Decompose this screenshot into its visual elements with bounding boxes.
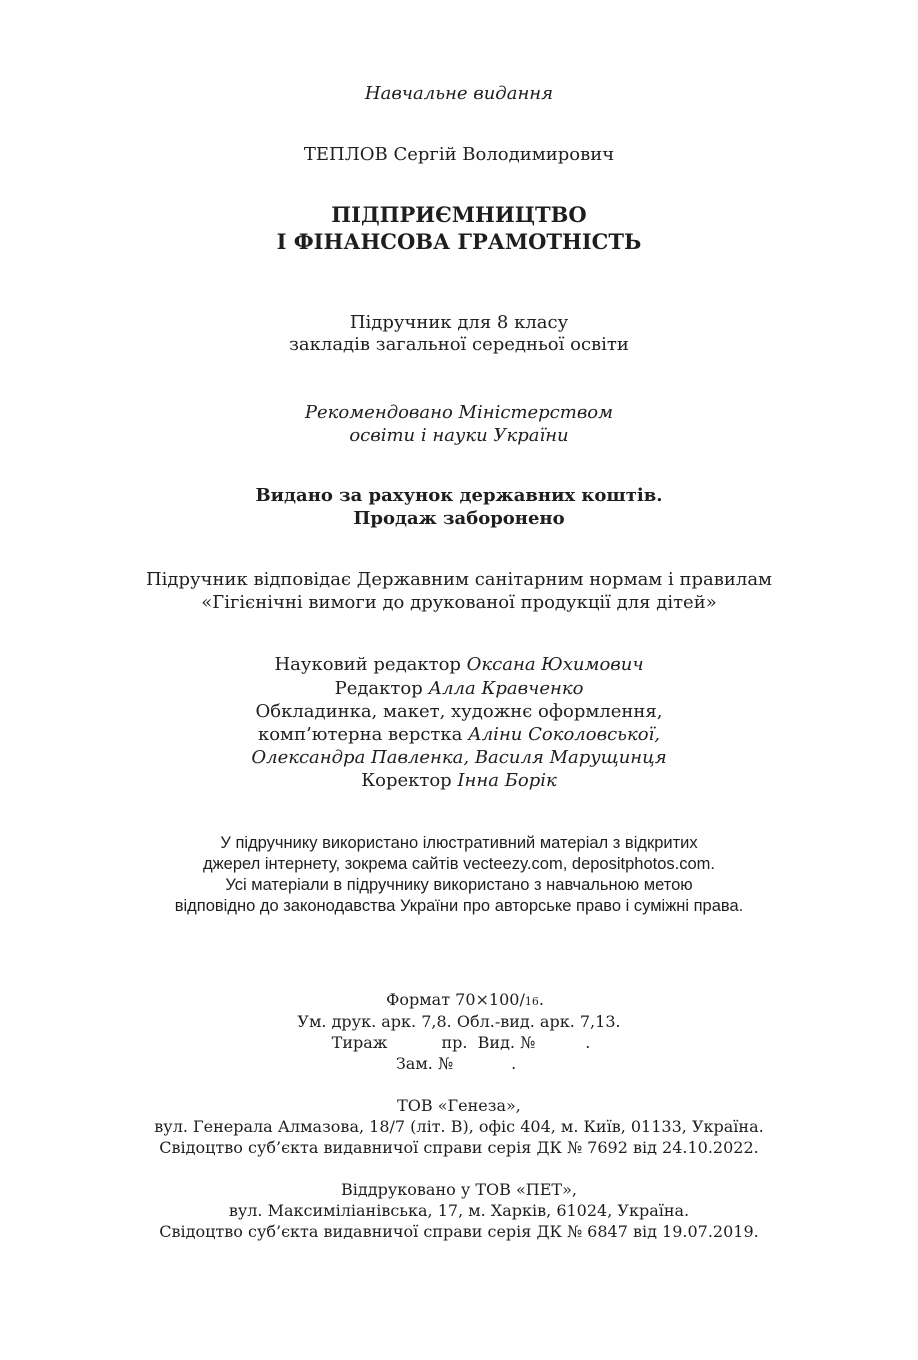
publisher-certificate: Свідоцтво суб’єкта видавничої справи серія ДК № 7692 від 24.10.2022. — [159, 1138, 759, 1157]
vid-label: Вид. № — [477, 1033, 536, 1052]
vid-end: . — [585, 1033, 591, 1052]
recommendation-line2: освіти і науки України — [349, 425, 569, 446]
printer-name: Віддруковано у ТОВ «ПЕТ», — [341, 1180, 577, 1199]
editor — [0, 677, 918, 701]
sheets-spec: Ум. друк. арк. 7,8. Обл.-вид. арк. 7,13. — [297, 1012, 621, 1031]
editor-name: Алла Кравченко — [428, 678, 584, 699]
order-end: . — [511, 1054, 517, 1073]
book-title-line1: ПІДПРИЄМНИЦТВО — [331, 202, 587, 227]
recommendation-line1: Рекомендовано Міністерством — [304, 402, 614, 423]
book-title-line2: І ФІНАНСОВА ГРАМОТНІСТЬ — [276, 229, 642, 254]
layout-label: комп’ютерна верстка — [257, 724, 469, 745]
image-notice-line4: відповідно до законодавства України про авторське право і суміжні права. — [174, 897, 744, 915]
layout-credit-names: Олександра Павленка, Василя Марущинця — [251, 747, 667, 768]
printer-certificate: Свідоцтво суб’єкта видавничої справи серія ДК № 6847 від 19.07.2019. — [159, 1222, 759, 1241]
edition-type: Навчальне видання — [364, 83, 554, 104]
image-notice-line2: джерел інтернету, зокрема сайтів vecteezy.com, depositphotos.com. — [203, 855, 715, 873]
funding-line2: Продаж заборонено — [353, 508, 565, 529]
editor-label: Редактор — [334, 678, 429, 699]
funding-line1: Видано за рахунок державних коштів. — [255, 485, 663, 506]
design-credit: Обкладинка, макет, художнє оформлення, — [255, 701, 663, 722]
layout-name: Аліни Соколовської, — [468, 724, 661, 745]
subtitle-line1: Підручник для 8 класу — [349, 312, 569, 333]
scientific-editor — [0, 653, 918, 677]
order-spec — [0, 1052, 915, 1076]
proof-label: Коректор — [361, 770, 458, 791]
proofreader — [0, 769, 918, 793]
proof-name: Інна Борік — [457, 770, 557, 791]
compliance-line2: «Гігієнічні вимоги до друкованої продукції для дітей» — [201, 592, 717, 613]
compliance-line1: Підручник відповідає Державним санітарним нормам і правилам — [145, 569, 773, 590]
format-text: Формат 70×100/ — [386, 990, 525, 1009]
format-end: . — [538, 990, 544, 1009]
order-label: Зам. № — [395, 1054, 454, 1073]
format-sub: 16 — [524, 995, 539, 1008]
run-label: Тираж — [331, 1033, 388, 1052]
publisher-address: вул. Генерала Алмазова, 18/7 (літ. В), офіс 404, м. Київ, 01133, Україна. — [154, 1117, 764, 1136]
image-notice-line3: Усі матеріали в підручнику використано з навчальною метою — [225, 876, 693, 894]
subtitle-line2: закладів загальної середньої освіти — [289, 334, 629, 355]
image-notice-line1: У підручнику використано ілюстративний матеріал з відкритих — [220, 834, 698, 852]
printer-address: вул. Максиміліанівська, 17, м. Харків, 61024, Україна. — [228, 1201, 690, 1220]
layout-credit — [0, 723, 918, 747]
run-pr: пр. — [441, 1033, 468, 1052]
sci-editor-label: Науковий редактор — [274, 654, 467, 675]
sci-editor-name: Оксана Юхимович — [466, 654, 644, 675]
author-name: ТЕПЛОВ Сергій Володимирович — [303, 144, 615, 165]
publisher-name: ТОВ «Генеза», — [397, 1096, 521, 1115]
